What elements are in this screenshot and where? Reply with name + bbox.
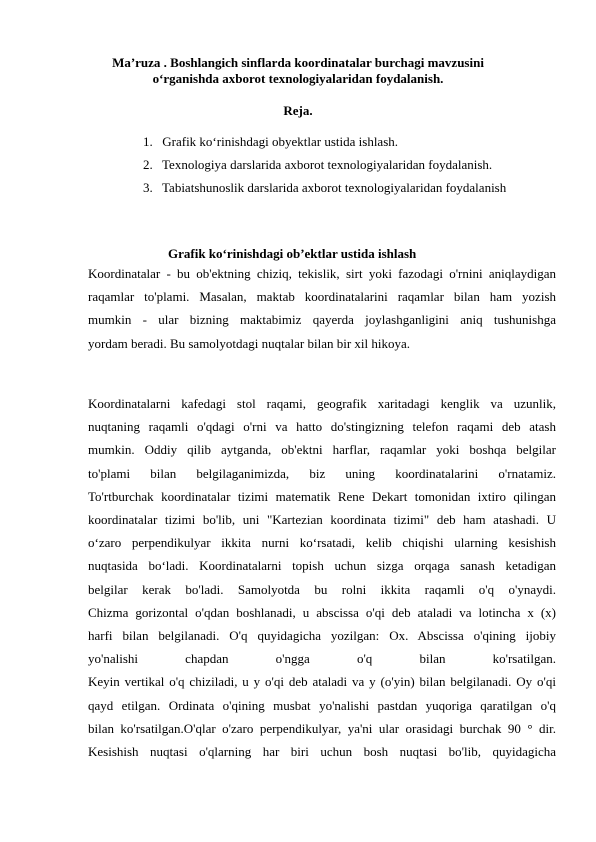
- paragraph-line: Koordinatalar - bu ob'ektning chiziq, tekislik, sirt yoki fazodagi o'rnini aniqlaydigan: [88, 266, 556, 281]
- paragraph-line: Chizma gorizontal o'qdan boshlanadi, u abscissa o'qi deb ataladi va lotincha x (x): [88, 604, 556, 620]
- paragraph-2: [88, 392, 556, 763]
- section-heading: Grafik ko‘rinishdagi ob’ektlar ustida ishlash: [168, 246, 417, 261]
- paragraph-line: o‘zaro perpendikulyar ikkita nurni ko‘rsatadi, kelib chiqishi ularning kesishish: [88, 535, 556, 551]
- plan-item-number: 2.: [143, 157, 153, 172]
- plan-heading: Reja.: [283, 103, 313, 118]
- paragraph-line: raqamlar to'plami. Masalan, maktab koordinatalarini raqamlar bilan ham yozish: [88, 289, 556, 305]
- paragraph-line: qayd etilgan. Ordinata o'qining musbat yo'nalishi pastdan yuqoriga qaratilgan o'q: [88, 697, 556, 713]
- plan-item: [143, 157, 506, 180]
- plan-item: [143, 134, 506, 157]
- paragraph-line: belgilar kerak bo'ladi. Samolyotda bu rolni ikkita raqamli o'q o'ynaydi.: [88, 581, 556, 597]
- paragraph-line: nuqtasida bo‘ladi. Koordinatalarni topish uchun sizga orqaga sanash ketadigan: [88, 558, 556, 574]
- plan-list: [143, 134, 506, 203]
- paragraph-line: Keyin vertikal o'q chiziladi, u y o'qi deb ataladi va y (o'yin) bilan belgilanadi. Oy o'qi: [88, 674, 556, 690]
- title-line: Ma’ruza . Boshlangich sinflarda koordinatalar burchagi mavzusini: [112, 55, 484, 70]
- paragraph-line: koordinatalar tizimi bo'lib, uni "Kartezian koordinata tizimi" deb ham atashadi. U: [88, 512, 556, 528]
- plan-item-text: Tabiatshunoslik darslarida axborot texnologiyalaridan foydalanish: [162, 180, 507, 195]
- paragraph-line: yo'nalishi chapdan o'ngga o'q bilan ko'rsatilgan.: [88, 651, 556, 667]
- paragraph-line: mumkin - ular bizning maktabimiz qayerda joylashganligini aniq tushunishga: [88, 312, 556, 328]
- document-title: [60, 55, 536, 87]
- paragraph-line: Kesishish nuqtasi o'qlarning har biri uchun bosh nuqtasi bo'lib, quyidagicha: [88, 744, 556, 760]
- paragraph-line: Koordinatalarni kafedagi stol raqami, geografik xaritadagi kenglik va uzunlik,: [88, 396, 556, 411]
- paragraph-line: mumkin. Oddiy qilib aytganda, ob'ektni harflar, raqamlar yoki boshqa belgilar: [88, 442, 556, 458]
- paragraph-1: [88, 262, 556, 355]
- paragraph-line: to'plami bilan belgilaganimizda, biz uning koordinatalarini o'rnatamiz.: [88, 465, 556, 481]
- plan-item-number: 1.: [143, 134, 153, 149]
- plan-item-number: 3.: [143, 180, 153, 195]
- plan-item: [143, 180, 506, 203]
- paragraph-line: harfi bilan belgilanadi. O'q quyidagicha yozilgan: Ox. Abscissa o'qining ijobiy: [88, 628, 556, 644]
- paragraph-line: bilan ko'rsatilgan.O'qlar o'zaro perpendikulyar, ya'ni ular orasidagi burchak 90 ° dir.: [88, 720, 556, 736]
- paragraph-line: yordam beradi. Bu samolyotdagi nuqtalar bilan bir xil hikoya.: [88, 335, 411, 351]
- paragraph-line: To'rtburchak koordinatalar tizimi matematik Rene Dekart tomonidan ixtiro qilingan: [88, 488, 556, 504]
- plan-item-text: Grafik ko‘rinishdagi obyektlar ustida ishlash.: [162, 134, 399, 149]
- title-line: o‘rganishda axborot texnologiyalaridan foydalanish.: [152, 71, 444, 86]
- plan-item-text: Texnologiya darslarida axborot texnologiyalaridan foydalanish.: [162, 157, 493, 172]
- paragraph-line: nuqtaning raqamli o'qdagi o'rni va hatto do'stingizning telefon raqami deb atash: [88, 419, 556, 435]
